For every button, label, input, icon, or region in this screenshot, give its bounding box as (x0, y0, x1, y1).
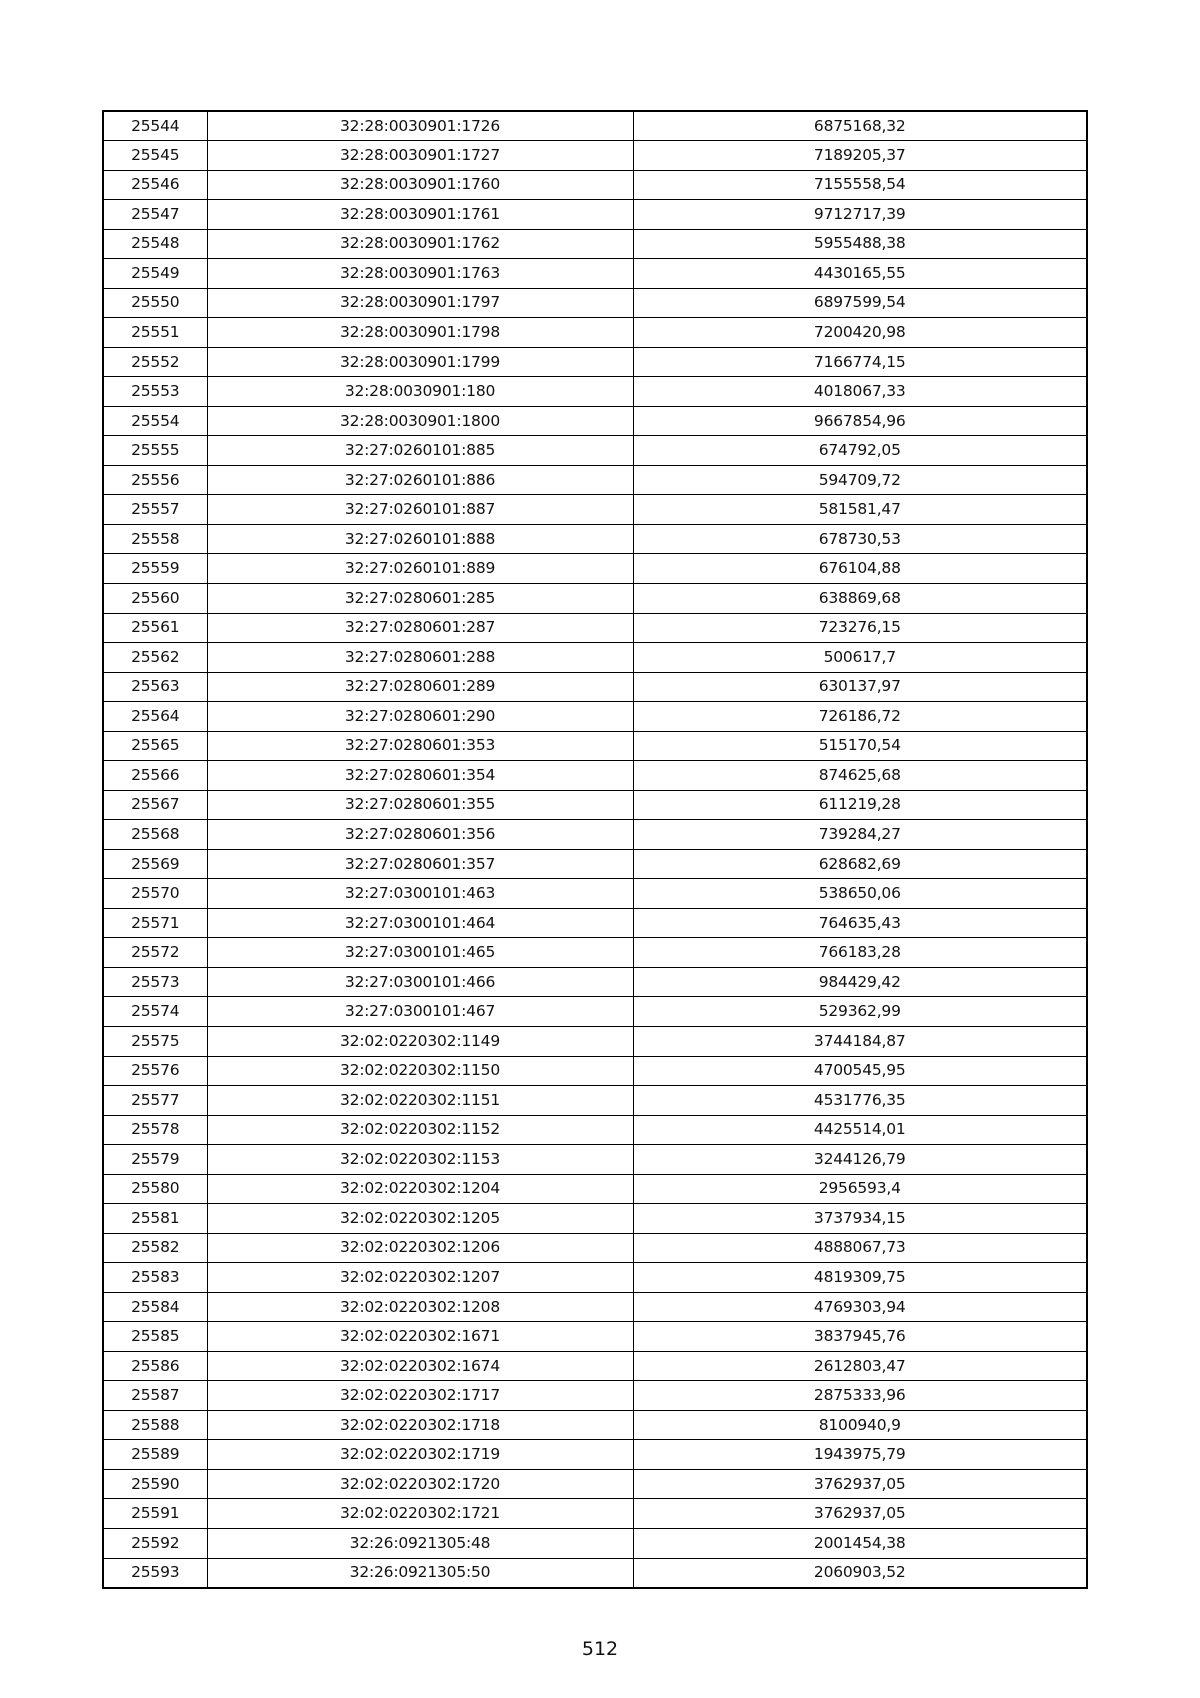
row-number-cell: 25561 (103, 613, 207, 643)
table-row (103, 111, 1087, 141)
row-number-cell: 25582 (103, 1233, 207, 1263)
row-number-cell: 25558 (103, 524, 207, 554)
cadastral-number-cell: 32:27:0300101:463 (207, 879, 633, 909)
cadastral-number-cell: 32:27:0300101:467 (207, 997, 633, 1027)
cadastral-value-cell: 538650,06 (633, 879, 1087, 909)
cadastral-value-cell: 2060903,52 (633, 1558, 1087, 1588)
cadastral-number-cell: 32:28:0030901:1798 (207, 318, 633, 348)
row-number-cell: 25590 (103, 1469, 207, 1499)
cadastral-value-cell: 9667854,96 (633, 406, 1087, 436)
cadastral-number-cell: 32:02:0220302:1718 (207, 1410, 633, 1440)
table-row (103, 820, 1087, 850)
table-row (103, 702, 1087, 732)
cadastral-number-cell: 32:27:0260101:885 (207, 436, 633, 466)
cadastral-value-cell: 594709,72 (633, 465, 1087, 495)
cadastral-number-cell: 32:27:0280601:355 (207, 790, 633, 820)
table-row (103, 879, 1087, 909)
table-row (103, 347, 1087, 377)
cadastral-value-cell: 984429,42 (633, 967, 1087, 997)
cadastral-number-cell: 32:02:0220302:1717 (207, 1381, 633, 1411)
cadastral-value-cell: 628682,69 (633, 849, 1087, 879)
cadastral-number-cell: 32:28:0030901:1799 (207, 347, 633, 377)
table-row (103, 259, 1087, 289)
cadastral-value-cell: 4888067,73 (633, 1233, 1087, 1263)
cadastral-value-cell: 764635,43 (633, 908, 1087, 938)
cadastral-number-cell: 32:28:0030901:1762 (207, 229, 633, 259)
cadastral-number-cell: 32:27:0300101:464 (207, 908, 633, 938)
row-number-cell: 25588 (103, 1410, 207, 1440)
row-number-cell: 25553 (103, 377, 207, 407)
row-number-cell: 25570 (103, 879, 207, 909)
cadastral-value-cell: 4425514,01 (633, 1115, 1087, 1145)
cadastral-value-cell: 7166774,15 (633, 347, 1087, 377)
table-row (103, 377, 1087, 407)
cadastral-number-cell: 32:28:0030901:1797 (207, 288, 633, 318)
table-row (103, 584, 1087, 614)
cadastral-number-cell: 32:28:0030901:1727 (207, 141, 633, 171)
cadastral-value-cell: 500617,7 (633, 643, 1087, 673)
cadastral-value-cell: 726186,72 (633, 702, 1087, 732)
cadastral-number-cell: 32:27:0260101:887 (207, 495, 633, 525)
table-row (103, 643, 1087, 673)
cadastral-value-cell: 874625,68 (633, 761, 1087, 791)
cadastral-value-cell: 4819309,75 (633, 1263, 1087, 1293)
row-number-cell: 25564 (103, 702, 207, 732)
cadastral-value-cell: 723276,15 (633, 613, 1087, 643)
cadastral-number-cell: 32:27:0260101:886 (207, 465, 633, 495)
cadastral-number-cell: 32:28:0030901:180 (207, 377, 633, 407)
cadastral-value-cell: 3762937,05 (633, 1499, 1087, 1529)
table-row (103, 790, 1087, 820)
cadastral-number-cell: 32:02:0220302:1150 (207, 1056, 633, 1086)
cadastral-number-cell: 32:02:0220302:1204 (207, 1174, 633, 1204)
cadastral-value-cell: 3737934,15 (633, 1204, 1087, 1234)
cadastral-value-cell: 5955488,38 (633, 229, 1087, 259)
row-number-cell: 25584 (103, 1292, 207, 1322)
cadastral-value-cell: 611219,28 (633, 790, 1087, 820)
cadastral-number-cell: 32:26:0921305:50 (207, 1558, 633, 1588)
table-row (103, 613, 1087, 643)
cadastral-number-cell: 32:02:0220302:1149 (207, 1026, 633, 1056)
cadastral-value-cell: 2001454,38 (633, 1529, 1087, 1559)
cadastral-number-cell: 32:28:0030901:1761 (207, 200, 633, 230)
table-row (103, 1086, 1087, 1116)
row-number-cell: 25585 (103, 1322, 207, 1352)
table-row (103, 318, 1087, 348)
row-number-cell: 25566 (103, 761, 207, 791)
row-number-cell: 25563 (103, 672, 207, 702)
cadastral-number-cell: 32:02:0220302:1207 (207, 1263, 633, 1293)
cadastral-value-cell: 9712717,39 (633, 200, 1087, 230)
row-number-cell: 25548 (103, 229, 207, 259)
row-number-cell: 25555 (103, 436, 207, 466)
row-number-cell: 25551 (103, 318, 207, 348)
table-row (103, 1558, 1087, 1588)
table-row (103, 1026, 1087, 1056)
row-number-cell: 25592 (103, 1529, 207, 1559)
table-row (103, 1529, 1087, 1559)
row-number-cell: 25591 (103, 1499, 207, 1529)
row-number-cell: 25565 (103, 731, 207, 761)
cadastral-value-cell: 766183,28 (633, 938, 1087, 968)
cadastral-value-cell: 515170,54 (633, 731, 1087, 761)
cadastral-value-cell: 8100940,9 (633, 1410, 1087, 1440)
row-number-cell: 25568 (103, 820, 207, 850)
cadastral-number-cell: 32:02:0220302:1208 (207, 1292, 633, 1322)
row-number-cell: 25580 (103, 1174, 207, 1204)
cadastral-number-cell: 32:28:0030901:1760 (207, 170, 633, 200)
cadastral-number-cell: 32:02:0220302:1719 (207, 1440, 633, 1470)
cadastral-number-cell: 32:02:0220302:1153 (207, 1145, 633, 1175)
table-row (103, 1115, 1087, 1145)
cadastral-number-cell: 32:27:0280601:287 (207, 613, 633, 643)
row-number-cell: 25583 (103, 1263, 207, 1293)
cadastral-value-cell: 630137,97 (633, 672, 1087, 702)
table-row (103, 524, 1087, 554)
cadastral-value-cell: 638869,68 (633, 584, 1087, 614)
cadastral-number-cell: 32:27:0280601:290 (207, 702, 633, 732)
cadastral-number-cell: 32:02:0220302:1674 (207, 1351, 633, 1381)
cadastral-number-cell: 32:27:0300101:465 (207, 938, 633, 968)
cadastral-number-cell: 32:27:0280601:289 (207, 672, 633, 702)
row-number-cell: 25578 (103, 1115, 207, 1145)
table-row (103, 465, 1087, 495)
table-row (103, 761, 1087, 791)
table-row (103, 200, 1087, 230)
table-row (103, 141, 1087, 171)
table-row (103, 436, 1087, 466)
cadastral-number-cell: 32:27:0300101:466 (207, 967, 633, 997)
row-number-cell: 25589 (103, 1440, 207, 1470)
row-number-cell: 25557 (103, 495, 207, 525)
table-row (103, 997, 1087, 1027)
cadastral-value-cell: 4531776,35 (633, 1086, 1087, 1116)
row-number-cell: 25562 (103, 643, 207, 673)
row-number-cell: 25575 (103, 1026, 207, 1056)
cadastral-value-cell: 2875333,96 (633, 1381, 1087, 1411)
row-number-cell: 25576 (103, 1056, 207, 1086)
row-number-cell: 25550 (103, 288, 207, 318)
table-body (103, 111, 1087, 1588)
row-number-cell: 25581 (103, 1204, 207, 1234)
cadastral-value-cell: 4430165,55 (633, 259, 1087, 289)
table-row (103, 288, 1087, 318)
cadastral-value-cell: 4018067,33 (633, 377, 1087, 407)
row-number-cell: 25559 (103, 554, 207, 584)
table-row (103, 1322, 1087, 1352)
cadastral-value-cell: 3837945,76 (633, 1322, 1087, 1352)
table-row (103, 908, 1087, 938)
table-row (103, 1174, 1087, 1204)
table-row (103, 495, 1087, 525)
table-row (103, 1410, 1087, 1440)
cadastral-value-cell: 6897599,54 (633, 288, 1087, 318)
table-row (103, 1440, 1087, 1470)
row-number-cell: 25560 (103, 584, 207, 614)
cadastral-number-cell: 32:28:0030901:1726 (207, 111, 633, 141)
table-row (103, 1381, 1087, 1411)
table-row (103, 731, 1087, 761)
cadastral-value-cell: 4700545,95 (633, 1056, 1087, 1086)
cadastral-number-cell: 32:02:0220302:1671 (207, 1322, 633, 1352)
cadastral-value-cell: 1943975,79 (633, 1440, 1087, 1470)
cadastral-number-cell: 32:26:0921305:48 (207, 1529, 633, 1559)
cadastral-number-cell: 32:27:0260101:888 (207, 524, 633, 554)
table-row (103, 170, 1087, 200)
cadastral-value-cell: 529362,99 (633, 997, 1087, 1027)
table-row (103, 1469, 1087, 1499)
cadastral-number-cell: 32:02:0220302:1152 (207, 1115, 633, 1145)
row-number-cell: 25547 (103, 200, 207, 230)
cadastral-value-cell: 7200420,98 (633, 318, 1087, 348)
row-number-cell: 25569 (103, 849, 207, 879)
cadastral-number-cell: 32:27:0280601:354 (207, 761, 633, 791)
table-row (103, 849, 1087, 879)
row-number-cell: 25587 (103, 1381, 207, 1411)
table-row (103, 554, 1087, 584)
table-row (103, 938, 1087, 968)
table-row (103, 1204, 1087, 1234)
row-number-cell: 25573 (103, 967, 207, 997)
table-row (103, 406, 1087, 436)
row-number-cell: 25574 (103, 997, 207, 1027)
cadastral-value-cell: 3244126,79 (633, 1145, 1087, 1175)
row-number-cell: 25545 (103, 141, 207, 171)
page-number: 512 (581, 1638, 619, 1660)
cadastral-value-cell: 581581,47 (633, 495, 1087, 525)
table-row (103, 1351, 1087, 1381)
row-number-cell: 25571 (103, 908, 207, 938)
cadastral-value-cell: 7189205,37 (633, 141, 1087, 171)
table-row (103, 1499, 1087, 1529)
cadastral-value-cell: 739284,27 (633, 820, 1087, 850)
table-row (103, 229, 1087, 259)
row-number-cell: 25593 (103, 1558, 207, 1588)
cadastral-value-table (102, 110, 1088, 1589)
cadastral-number-cell: 32:02:0220302:1721 (207, 1499, 633, 1529)
table-row (103, 1056, 1087, 1086)
cadastral-value-cell: 678730,53 (633, 524, 1087, 554)
cadastral-value-cell: 3744184,87 (633, 1026, 1087, 1056)
cadastral-value-cell: 676104,88 (633, 554, 1087, 584)
cadastral-value-cell: 4769303,94 (633, 1292, 1087, 1322)
row-number-cell: 25577 (103, 1086, 207, 1116)
cadastral-number-cell: 32:28:0030901:1763 (207, 259, 633, 289)
table-row (103, 1292, 1087, 1322)
row-number-cell: 25544 (103, 111, 207, 141)
row-number-cell: 25586 (103, 1351, 207, 1381)
cadastral-number-cell: 32:27:0260101:889 (207, 554, 633, 584)
row-number-cell: 25567 (103, 790, 207, 820)
cadastral-number-cell: 32:02:0220302:1206 (207, 1233, 633, 1263)
cadastral-value-cell: 3762937,05 (633, 1469, 1087, 1499)
cadastral-number-cell: 32:27:0280601:353 (207, 731, 633, 761)
cadastral-number-cell: 32:27:0280601:357 (207, 849, 633, 879)
cadastral-value-cell: 2612803,47 (633, 1351, 1087, 1381)
row-number-cell: 25572 (103, 938, 207, 968)
row-number-cell: 25549 (103, 259, 207, 289)
cadastral-number-cell: 32:02:0220302:1720 (207, 1469, 633, 1499)
row-number-cell: 25579 (103, 1145, 207, 1175)
table-row (103, 672, 1087, 702)
cadastral-number-cell: 32:27:0280601:285 (207, 584, 633, 614)
cadastral-number-cell: 32:02:0220302:1151 (207, 1086, 633, 1116)
cadastral-number-cell: 32:27:0280601:288 (207, 643, 633, 673)
cadastral-value-cell: 674792,05 (633, 436, 1087, 466)
cadastral-number-cell: 32:02:0220302:1205 (207, 1204, 633, 1234)
row-number-cell: 25554 (103, 406, 207, 436)
cadastral-value-cell: 6875168,32 (633, 111, 1087, 141)
cadastral-number-cell: 32:28:0030901:1800 (207, 406, 633, 436)
table-row (103, 1145, 1087, 1175)
table-row (103, 1263, 1087, 1293)
cadastral-value-cell: 2956593,4 (633, 1174, 1087, 1204)
row-number-cell: 25546 (103, 170, 207, 200)
cadastral-number-cell: 32:27:0280601:356 (207, 820, 633, 850)
table-row (103, 1233, 1087, 1263)
row-number-cell: 25552 (103, 347, 207, 377)
row-number-cell: 25556 (103, 465, 207, 495)
table-row (103, 967, 1087, 997)
cadastral-value-cell: 7155558,54 (633, 170, 1087, 200)
